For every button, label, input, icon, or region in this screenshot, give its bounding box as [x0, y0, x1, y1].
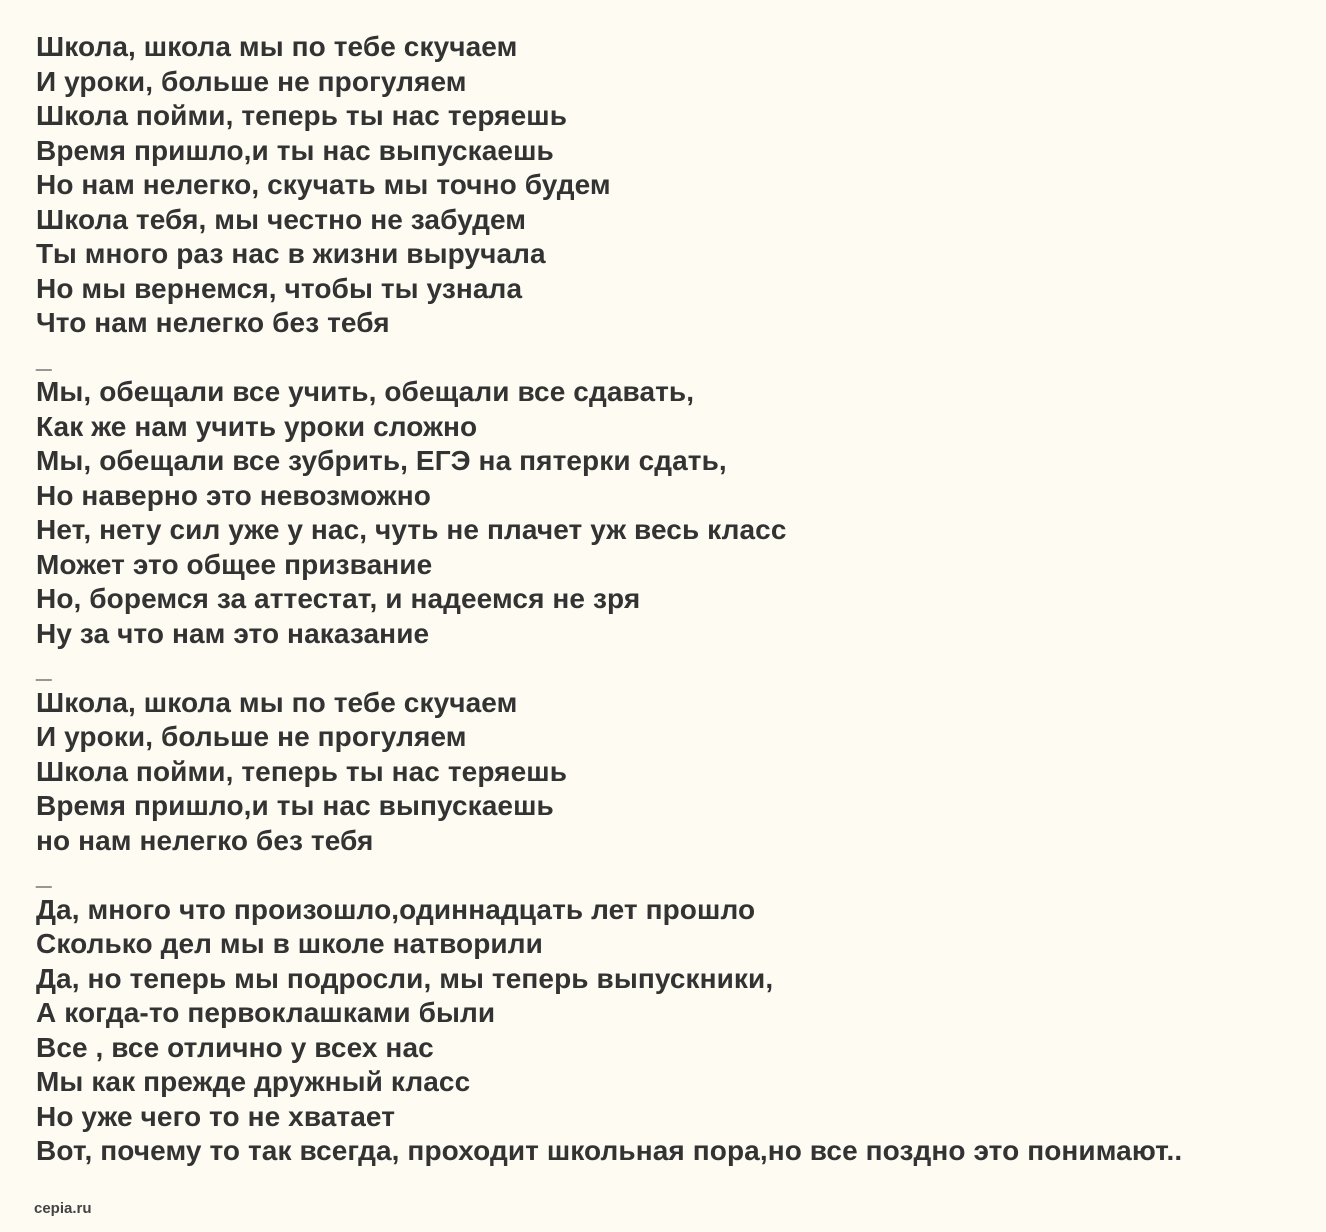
lyric-line: А когда-то первоклашками были [36, 997, 496, 1028]
lyric-line: Как же нам учить уроки сложно [36, 410, 478, 442]
lyric-line: Нет, нету сил уже у нас, чуть не плачет уж весь класс [36, 514, 787, 545]
lyric-line: Школа тебя, мы честно не забудем [36, 203, 527, 235]
lyric-line: Вот, почему то так всегда, проходит школьная пора,но все поздно это понимают.. [36, 1135, 1183, 1166]
stanza-1 [36, 30, 1306, 341]
lyric-line: Но уже чего то не хватает [36, 1100, 396, 1132]
lyric-line: Но наверно это невозможно [36, 479, 431, 511]
site-watermark: cepia.ru [34, 1200, 92, 1217]
lyric-line: Время пришло,и ты нас выпускаешь [36, 790, 554, 821]
lyric-line: Школа, школа мы по тебе скучаем [36, 31, 518, 62]
stanza-separator: _ [36, 859, 52, 890]
stanza-4 [36, 893, 1306, 1169]
lyric-line: Мы, обещали все учить, обещали все сдавать, [36, 376, 695, 407]
lyric-line: Но мы вернемся, чтобы ты узнала [36, 272, 523, 304]
lyric-line: И уроки, больше не прогуляем [36, 721, 467, 752]
lyric-line: И уроки, больше не прогуляем [36, 65, 467, 97]
lyric-line: Мы, обещали все зубрить, ЕГЭ на пятерки сдать, [36, 445, 727, 476]
stanza-3 [36, 686, 1306, 859]
lyric-line: Время пришло,и ты нас выпускаешь [36, 134, 554, 166]
lyric-line: Да, много что произошло,одиннадцать лет прошло [36, 893, 756, 925]
lyric-line: Ты много раз нас в жизни выручала [36, 238, 546, 269]
lyric-line: Но нам нелегко, скучать мы точно будем [36, 169, 611, 200]
lyric-line: но нам нелегко без тебя [36, 824, 374, 856]
stanza-2 [36, 375, 1306, 651]
stanza-separator: _ [36, 652, 52, 683]
lyric-line: Но, боремся за аттестат, и надеемся не зря [36, 583, 641, 614]
lyric-line: Что нам нелегко без тебя [36, 307, 390, 338]
stanza-separator: _ [36, 341, 52, 373]
lyric-line: Школа, школа мы по тебе скучаем [36, 686, 518, 718]
lyric-line: Школа пойми, теперь ты нас теряешь [36, 755, 568, 787]
lyric-line: Ну за что нам это наказание [36, 617, 430, 649]
lyric-line: Может это общее призвание [36, 548, 433, 580]
lyric-line: Все , все отлично у всех нас [36, 1031, 434, 1063]
lyric-line: Сколько дел мы в школе натворили [36, 928, 543, 959]
lyric-line: Мы как прежде дружный класс [36, 1066, 471, 1097]
lyrics-text [36, 30, 1306, 1169]
lyric-line: Школа пойми, теперь ты нас теряешь [36, 100, 568, 131]
lyric-line: Да, но теперь мы подросли, мы теперь выпускники, [36, 962, 774, 994]
